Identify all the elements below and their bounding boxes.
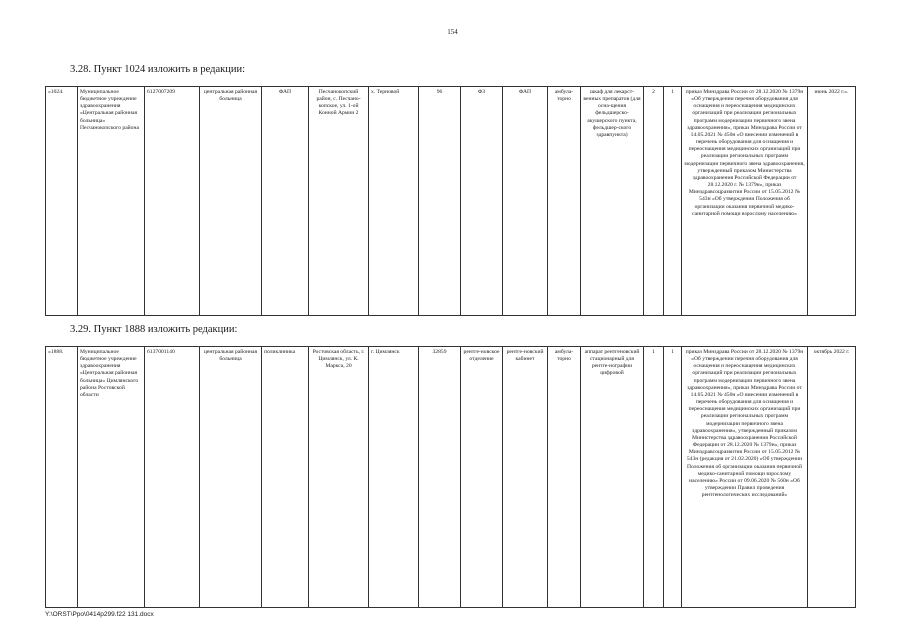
- code-cell: 6137001140: [145, 347, 200, 608]
- section-heading-1888: 3.29. Пункт 1888 изложить редакции:: [70, 324, 238, 335]
- locality-cell: х. Терновой: [369, 87, 419, 316]
- file-path-footer: Y:\ORST\Ppo\0414p299.f22 131.docx: [45, 611, 154, 618]
- care-type-cell: амбула-торно: [548, 87, 581, 316]
- table-item-1888: [45, 346, 856, 608]
- unit-cell: поликлиника: [262, 347, 309, 608]
- organization-cell: Муниципальное бюджетное учреждение здравоохранения «Центральная районная больница» Песчанокопского района: [78, 87, 145, 316]
- equipment-cell: шкаф для лекарст-венных препаратов (для осна-щения фельдшерско-акушерского пункта, фельдшер-ского здравпункта): [581, 87, 644, 316]
- care-type-cell: амбула-торно: [548, 347, 581, 608]
- quantity-cell: 2: [644, 87, 664, 316]
- org-type-cell: центральная районная больница: [200, 347, 262, 608]
- table-row: [46, 87, 856, 316]
- org-type-cell: центральная районная больница: [200, 87, 262, 316]
- organization-cell: Муниципальное бюджетное учреждение здравоохранения «Центральная районная больница» Цимлянского района Ростовской области: [78, 347, 145, 608]
- number-cell: 32859: [419, 347, 461, 608]
- unit-cell: ФАП: [262, 87, 309, 316]
- section-heading-1024: 3.28. Пункт 1024 изложить в редакции:: [70, 64, 245, 75]
- address-cell: Песчанокопский район, с. Песчано-копское, ул. 1-ой Конной Армии 2: [309, 87, 369, 316]
- legal-basis-cell: приказ Минздрава России от 28.12.2020 № 1379н «Об утверждении перечня оборудования для оснащения и переоснащения медицинских организаций при реализации региональных программ модернизации первичного звена здравоохранения», приказ Минздрава России от 14.05.2021 № 450н «О внесении изменений в перечень оборудования для оснащения и переоснащения медицинских организаций при реализации региональных программ модернизации первичного звена здравоохранения», утвержденный приказом Министерства здравоохранения Российской Федерации от 28.12.2020 № 1379н», приказ Минздравсоцразвития России от 15.05.2012 № 543н (редакция от 21.02.2020) «Об утверждении Положения об организации оказания первичной медико-санитарной помощи взрослому населению» России от 09.06.2020 № 560н «Об утверждении Правил проведения рентгенологических исследований»: [682, 347, 808, 608]
- department-cell: ФАП: [503, 87, 548, 316]
- quantity-cell: 1: [664, 87, 682, 316]
- profile-cell: рентге-новское отделение: [461, 347, 503, 608]
- item-number-cell: «1888.: [46, 347, 78, 608]
- equipment-cell: аппарат рентгеновский стационарный для рентге-нографии цифровой: [581, 347, 644, 608]
- locality-cell: г. Цимлянск: [369, 347, 419, 608]
- page-number: 154: [447, 28, 458, 36]
- item-number-cell: «1024.: [46, 87, 78, 316]
- table-row: [46, 347, 856, 608]
- legal-basis-cell: приказ Минздрава России от 28.12.2020 № 1379н «Об утверждении перечня оборудования для оснащения и переоснащения медицинских организаций при реализации региональных программ модернизации первичного звена здравоохранения», приказ Минздрава России от 14.05.2021 № 450н «О внесении изменений в перечень оборудования для оснащения и переоснащения медицинских организаций при реализации региональных программ модернизации первичного звена здравоохранения, утвержденный приказом Министерства здравоохранения Российской Федерации от 28.12.2020 г. № 1379н», приказ Минздравсоцразвития России от 15.05.2012 № 543н «Об утверждении Положения об организации оказания первичной медико-санитарной помощи взрослому населению»: [682, 87, 808, 316]
- address-cell: Ростовская область, г. Цимлянск, ул. К. Маркса, 20: [309, 347, 369, 608]
- quantity-cell: 1: [664, 347, 682, 608]
- profile-cell: ФЗ: [461, 87, 503, 316]
- number-cell: 96: [419, 87, 461, 316]
- code-cell: 6127007209: [145, 87, 200, 316]
- date-cell: октябрь 2022 г.: [808, 347, 856, 608]
- quantity-cell: 1: [644, 347, 664, 608]
- table-item-1024: [45, 86, 856, 316]
- department-cell: рентге-новский кабинет: [503, 347, 548, 608]
- date-cell: июнь 2022 г.».: [808, 87, 856, 316]
